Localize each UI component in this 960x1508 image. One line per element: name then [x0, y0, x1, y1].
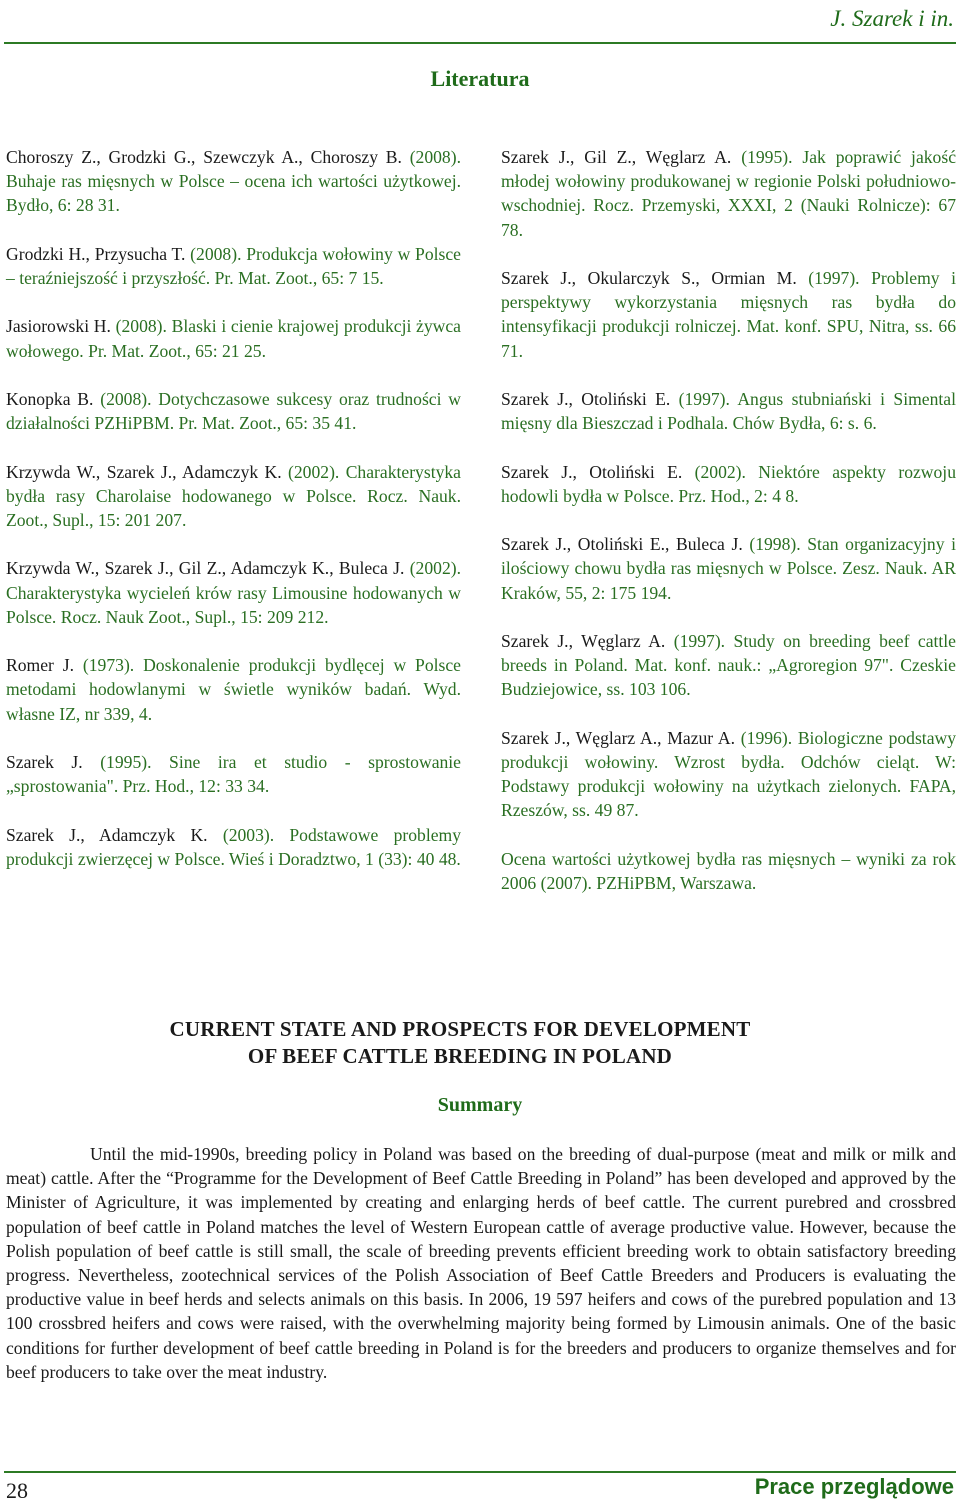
reference-entry — [501, 387, 956, 435]
reference-details: Ocena wartości użytkowej bydła ras mięsnych – wyniki za rok 2006 (2007). PZHiPBM, Warszawa. — [501, 848, 956, 893]
reference-entry — [501, 266, 956, 363]
reference-details: (1995). Sine ira et studio - sprostowanie „sprostowania". Prz. Hod., 12: 33 34. — [6, 751, 461, 797]
reference-authors: Szarek J., Węglarz A., Mazur A. — [501, 727, 736, 748]
reference-entry — [6, 556, 461, 629]
reference-entry — [501, 726, 956, 823]
header-rule — [4, 42, 956, 44]
reference-entry — [6, 653, 461, 726]
reference-entry — [6, 314, 461, 362]
english-title-line: OF BEEF CATTLE BREEDING IN POLAND — [247, 1044, 673, 1068]
reference-entry — [6, 750, 461, 798]
reference-authors: Szarek J., Gil Z., Węglarz A. — [501, 147, 732, 167]
references-heading: Literatura — [430, 66, 530, 91]
reference-entry — [6, 823, 461, 871]
reference-entry — [501, 847, 956, 895]
references-right-column — [501, 145, 956, 895]
reference-authors: Jasiorowski H. — [6, 316, 111, 337]
reference-entry — [501, 145, 956, 242]
english-article-title — [0, 1016, 960, 1070]
reference-details: (2002). Charakterystyka bydła rasy Charolaise hodowanego w Polsce. Rocz. Nauk. Zoot., Supl., 15: 201 207. — [6, 461, 461, 530]
reference-details: (2002). Niektóre aspekty rozwoju hodowli bydła w Polsce. Prz. Hod., 2: 4 8. — [501, 461, 956, 506]
reference-authors: Szarek J., Otoliński E. — [501, 461, 683, 482]
reference-authors: Choroszy Z., Grodzki G., Szewczyk A., Choroszy B. — [6, 147, 402, 167]
reference-details: (2008). Blaski i cienie krajowej produkcji żywca wołowego. Pr. Mat. Zoot., 65: 21 25. — [6, 316, 461, 361]
reference-details: (1997). Problemy i perspektywy wykorzystania mięsnych ras bydła do intensyfikacji produkcji rolniczej. Mat. konf. SPU, Nitra, ss. 66 71. — [501, 268, 956, 361]
footer-section-label: Prace przeglądowe — [754, 1474, 954, 1499]
reference-authors: Szarek J. — [6, 751, 83, 772]
reference-entry — [6, 387, 461, 435]
reference-details: (1973). Doskonalenie produkcji bydlęcej w Polsce metodami hodowlanymi w świetle wyników badań. Wyd. własne IZ, nr 339, 4. — [6, 655, 461, 724]
reference-authors: Konopka B. — [6, 388, 94, 409]
page-number: 28 — [6, 1478, 28, 1503]
reference-entry — [501, 629, 956, 702]
summary-heading: Summary — [437, 1094, 523, 1116]
reference-details: (2003). Podstawowe problemy produkcji zwierzęcej w Polsce. Wieś i Doradztwo, 1 (33): 40 48. — [6, 824, 461, 869]
running-title: J. Szarek i in. — [830, 6, 954, 31]
reference-details: (1997). Study on breeding beef cattle breeds in Poland. Mat. konf. nauk.: „Agroregion 97". Czeskie Budziejowice, ss. 103 106. — [501, 630, 956, 700]
reference-entry — [501, 460, 956, 508]
reference-details: (1998). Stan organizacyjny i ilościowy chowu bydła ras mięsnych w Polsce. Zesz. Nauk. AR Kraków, 55, 2: 175 194. — [501, 534, 957, 603]
reference-authors: Szarek J., Okularczyk S., Ormian M. — [501, 268, 797, 288]
reference-authors: Szarek J., Otoliński E., Buleca J. — [501, 534, 743, 555]
reference-details: (2008). Buhaje ras mięsnych w Polsce – ocena ich wartości użytkowej. Bydło, 6: 28 31. — [6, 147, 461, 216]
reference-authors: Krzywda W., Szarek J., Gil Z., Adamczyk K., Buleca J. — [6, 558, 405, 579]
reference-authors: Szarek J., Adamczyk K. — [6, 824, 208, 845]
reference-details: (1996). Biologiczne podstawy produkcji wołowiny. Wzrost bydła. Odchów cieląt. W: Podstawy produkcji wołowiny na użytkach zielonych. FAPA, Rzeszów, ss. 49 87. — [501, 727, 957, 821]
reference-authors: Szarek J., Węglarz A. — [501, 630, 666, 651]
reference-entry — [6, 242, 461, 290]
reference-details: (2008). Dotychczasowe sukcesy oraz trudności w działalności PZHiPBM. Pr. Mat. Zoot., 65: 35 41. — [6, 388, 461, 434]
reference-entry — [501, 532, 956, 605]
reference-authors: Grodzki H., Przysucha T. — [6, 243, 186, 264]
english-title-line: CURRENT STATE AND PROSPECTS FOR DEVELOPMENT — [169, 1017, 751, 1041]
reference-authors: Krzywda W., Szarek J., Adamczyk K. — [6, 461, 282, 482]
reference-entry — [6, 145, 461, 218]
reference-details: (2002). Charakterystyka wycieleń krów rasy Limousine hodowanych w Polsce. Rocz. Nauk Zoot., Supl., 15: 209 212. — [6, 558, 462, 627]
footer-rule — [4, 1471, 956, 1473]
references-left-column — [6, 145, 461, 871]
summary-body: Until the mid-1990s, breeding policy in Poland was based on the breeding of dual-purpose (meat and milk or milk and meat) cattle. After the “Programme for the Development of Beef Cattle Breeding in Poland” has been developed and approved by the Minister of Agriculture, it was implemented by creating and enlarging herds of beef cattle. The current purebred and crossbred population of beef cattle in Poland matches the level of Western European cattle of average productive value. However, because the Polish population of beef cattle is still small, the scale of breeding prevents efficient breeding work to obtain satisfactory breeding progress. Nevertheless, zootechnical services of the Polish Association of Beef Cattle Breeders and Producers is evaluating the productive value in beef herds and selects animals on this basis. In 2006, 19 597 heifers and cows of the purebred population and 13 100 crossbred heifers and cows were raised, with the overwhelming majority being formed by Limousin animals. One of the basic conditions for further development of beef cattle breeding in Poland is for the breeders and producers to organize themselves and for beef producers to take over the meat industry. — [6, 1144, 956, 1382]
reference-authors: Romer J. — [6, 655, 75, 676]
reference-details: (1997). Angus stubniański i Simental mięsny dla Bieszczad i Podhala. Chów Bydła, 6: s. 6. — [501, 389, 956, 434]
reference-authors: Szarek J., Otoliński E. — [501, 389, 671, 409]
reference-details: (2008). Produkcja wołowiny w Polsce – teraźniejszość i przyszłość. Pr. Mat. Zoot., 65: 7 15. — [6, 243, 461, 288]
reference-details: (1995). Jak poprawić jakość młodej wołowiny produkowanej w regionie Polski południowo-wschodniej. Rocz. Przemyski, XXXI, 2 (Nauki Rolnicze): 67 78. — [501, 147, 957, 240]
reference-entry — [6, 460, 461, 533]
